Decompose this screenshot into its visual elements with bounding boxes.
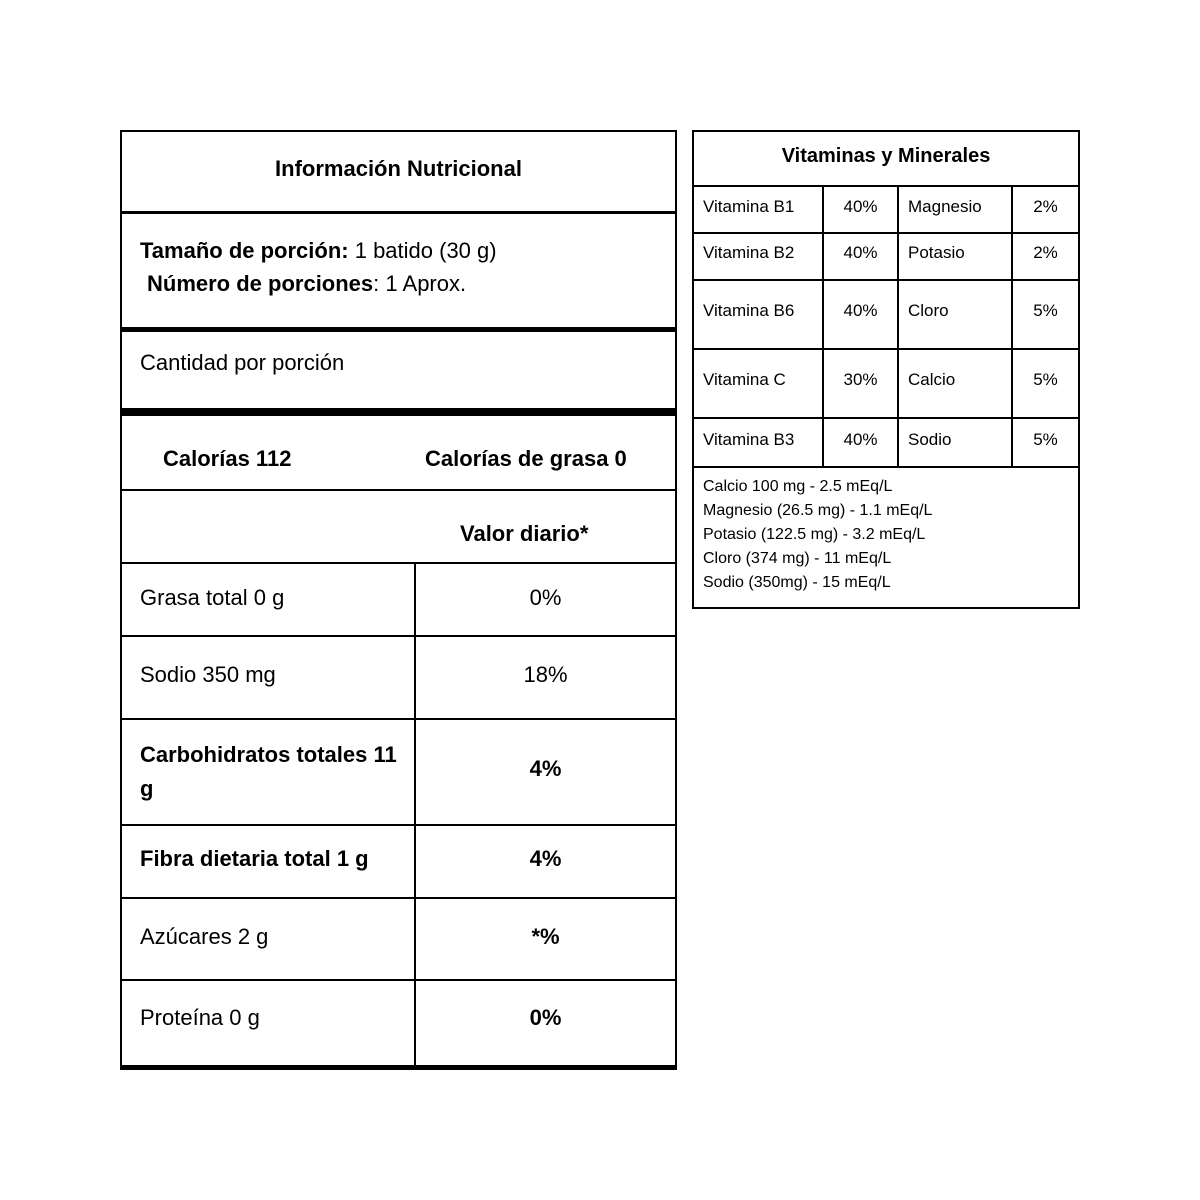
nutrient-label-sodium: Sodio 350 mg — [140, 662, 276, 687]
nutrient-label-carbohydrates: Carbohidratos totales 11 g — [140, 742, 397, 801]
serving-size-label: Tamaño de porción: — [140, 238, 349, 263]
column-divider — [1011, 186, 1013, 467]
divider — [120, 979, 677, 981]
nutrient-value-sodium: 18% — [523, 662, 568, 687]
servings-label: Número de porciones — [147, 271, 374, 296]
divider — [120, 635, 677, 637]
vitamins-minerals-panel — [692, 130, 1080, 609]
mineral-name: Sodio — [908, 430, 952, 449]
vitamin-name: Vitamina B2 — [703, 243, 795, 262]
divider — [692, 348, 1080, 350]
vitamin-percent: 40% — [843, 197, 878, 216]
vitamin-name: Vitamina B3 — [703, 430, 795, 449]
vitamin-percent: 40% — [843, 243, 878, 262]
mineral-footnote: Calcio 100 mg - 2.5 mEq/L — [703, 478, 893, 495]
column-divider — [897, 186, 899, 467]
thick-divider — [120, 408, 677, 416]
divider — [692, 185, 1080, 187]
divider — [692, 417, 1080, 419]
mineral-name: Potasio — [908, 243, 965, 262]
nutrient-label-sugars: Azúcares 2 g — [140, 924, 269, 949]
column-divider — [822, 186, 824, 467]
vitamin-name: Vitamina B1 — [703, 197, 795, 216]
mineral-percent: 5% — [1033, 370, 1058, 389]
amount-per-serving: Cantidad por porción — [140, 350, 345, 375]
divider — [120, 718, 677, 720]
vitamin-percent: 40% — [843, 301, 878, 320]
nutrient-value-dietary-fiber: 4% — [529, 846, 562, 871]
vitamin-name: Vitamina C — [703, 370, 786, 389]
nutrition-facts-panel — [120, 130, 677, 1069]
mineral-name: Calcio — [908, 370, 956, 389]
servings-value: : 1 Aprox. — [373, 271, 467, 296]
divider — [120, 562, 677, 564]
divider — [120, 824, 677, 826]
vitamin-percent: 40% — [843, 430, 878, 449]
vitamin-percent: 30% — [843, 370, 878, 389]
mineral-footnote: Magnesio (26.5 mg) - 1.1 mEq/L — [703, 502, 933, 519]
vitamins-title: Vitaminas y Minerales — [781, 145, 991, 167]
nutrient-value-total-fat: 0% — [529, 585, 562, 610]
vitamin-name: Vitamina B6 — [703, 301, 795, 320]
divider — [120, 489, 677, 491]
nutrient-value-sugars: *% — [531, 924, 560, 949]
column-divider — [414, 562, 416, 1065]
divider — [692, 279, 1080, 281]
nutrition-title: Información Nutricional — [275, 156, 522, 181]
mineral-name: Cloro — [908, 301, 949, 320]
servings-per-container — [147, 271, 466, 297]
divider — [120, 211, 677, 214]
serving-size — [140, 238, 497, 264]
divider — [120, 897, 677, 899]
thick-divider — [120, 327, 677, 332]
mineral-footnote: Cloro (374 mg) - 11 mEq/L — [703, 550, 892, 567]
nutrient-value-protein: 0% — [529, 1005, 562, 1030]
nutrient-value-carbohydrates: 4% — [529, 756, 562, 781]
serving-size-value: 1 batido (30 g) — [348, 238, 497, 263]
nutrient-label-total-fat: Grasa total 0 g — [140, 585, 285, 610]
nutrient-label-dietary-fiber: Fibra dietaria total 1 g — [140, 846, 369, 871]
mineral-footnote: Sodio (350mg) - 15 mEq/L — [703, 574, 891, 591]
mineral-percent: 5% — [1033, 301, 1058, 320]
divider — [692, 466, 1080, 468]
mineral-percent: 2% — [1033, 197, 1058, 216]
mineral-percent: 2% — [1033, 243, 1058, 262]
calories-from-fat: Calorías de grasa 0 — [425, 446, 627, 471]
mineral-name: Magnesio — [908, 197, 982, 216]
divider — [692, 232, 1080, 234]
daily-value-header: Valor diario* — [460, 521, 589, 546]
mineral-percent: 5% — [1033, 430, 1058, 449]
calories: Calorías 112 — [163, 446, 292, 471]
nutrient-label-protein: Proteína 0 g — [140, 1005, 260, 1030]
mineral-footnote: Potasio (122.5 mg) - 3.2 mEq/L — [703, 526, 926, 543]
